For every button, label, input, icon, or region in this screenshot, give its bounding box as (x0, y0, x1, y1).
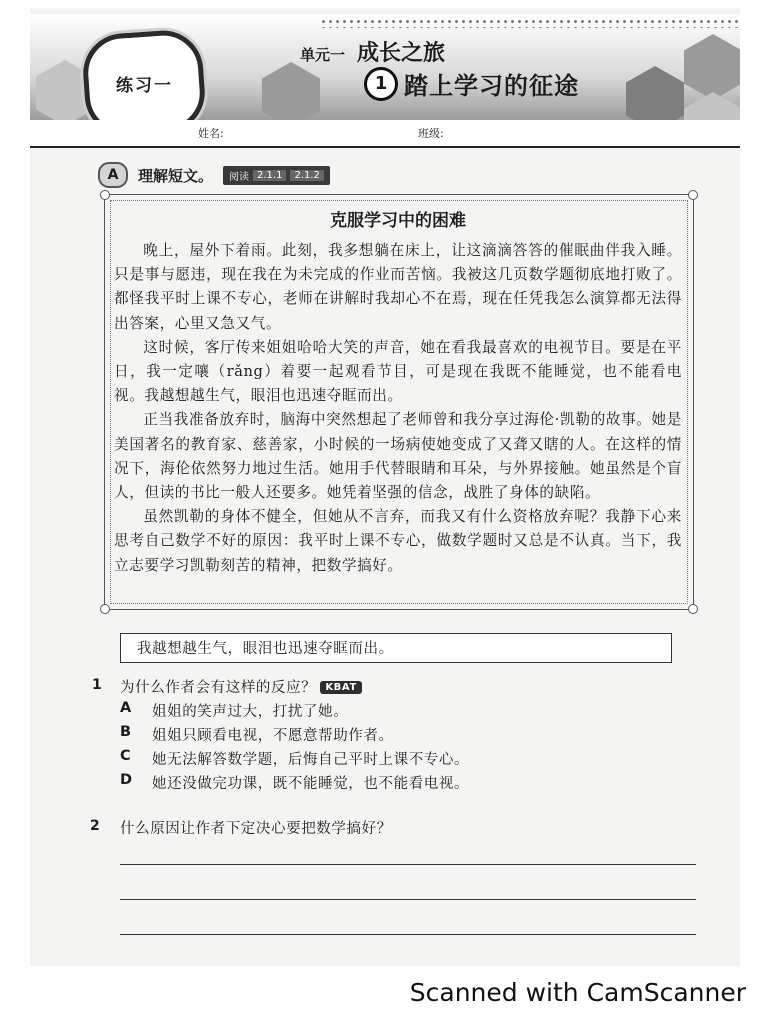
frame-corner (688, 190, 698, 200)
hexagon-decoration (262, 62, 320, 120)
option-text: 姐姐只顾看电视，不愿意帮助作者。 (152, 728, 394, 744)
section-letter-badge: A (98, 162, 128, 188)
kbat-badge: KBAT (320, 681, 362, 694)
option-letter: A (120, 700, 132, 716)
passage-paragraph: 虽然凯勒的身体不健全，但她从不言弃，而我又有什么资格放弃呢？我静下心来思考自己数学不好的原因：我平时上课不专心，做数学题时又总是不认真。当下，我立志要学习凯勒刻苦的精神，把数学搞好。 (114, 508, 682, 574)
option-text: 姐姐的笑声过大，打扰了她。 (152, 704, 349, 720)
lesson-heading (364, 66, 579, 101)
question-text: 为什么作者会有这样的反应？ (120, 680, 317, 696)
option-b[interactable] (120, 724, 394, 745)
passage-paragraph: 这时候，客厅传来姐姐哈哈大笑的声音，她在看我最喜欢的电视节目。要是在平日，我一定嚷（rǎng）着要一起观看节目，可是现在我既不能睡觉，也不能看电视。我越想越生气，眼泪也迅速夺眶而出。 (114, 338, 682, 405)
hexagon-decoration (684, 92, 740, 120)
quoted-sentence-box: 我越想越生气，眼泪也迅速夺眶而出。 (120, 633, 672, 663)
question-2: 什么原因让作者下定决心要把数学搞好？ (120, 821, 392, 837)
dot-pattern (320, 18, 740, 28)
reading-standard-tag (223, 166, 330, 185)
section-a-heading (98, 162, 330, 188)
passage-paragraph: 晚上，屋外下着雨。此刻，我多想躺在床上，让这滴滴答答的催眠曲伴我入睡。只是事与愿违，现在我在为未完成的作业而苦恼。我被这几页数学题彻底地打败了。都怪我平时上课不专心，老师在讲解时我却心不在焉，现在任凭我怎么演算都无法得出答案，心里又急又气。 (114, 242, 682, 332)
standard-code: 2.1.1 (253, 170, 286, 181)
class-label: 班级: (418, 127, 444, 140)
frame-corner (100, 604, 110, 614)
frame-corner (100, 190, 110, 200)
question-number: 2 (90, 818, 100, 834)
lesson-title: 踏上学习的征途 (404, 72, 579, 100)
passage-paragraph: 正当我准备放弃时，脑海中突然想起了老师曾和我分享过海伦·凯勒的故事。她是美国著名的教育家、慈善家，小时候的一场病使她变成了又聋又瞎的人。在这样的情况下，海伦依然努力地过生活。她用手代替眼睛和耳朵，与外界接触。她虽然是个盲人，但读的书比一般人还要多。她凭着坚强的信念，战胜了身体的缺陷。 (114, 411, 682, 502)
option-letter: B (120, 724, 132, 740)
passage-title: 克服学习中的困难 (330, 211, 466, 231)
question-number: 1 (92, 677, 102, 693)
name-class-row (30, 120, 740, 148)
scanner-watermark: Scanned with CamScanner (409, 978, 746, 1007)
option-a[interactable] (120, 700, 348, 721)
answer-line[interactable] (120, 899, 696, 900)
reading-passage (114, 206, 682, 578)
lesson-number: 1 (364, 67, 398, 101)
option-text: 她还没做完功课，既不能睡觉，也不能看电视。 (152, 776, 470, 792)
answer-line[interactable] (120, 864, 696, 865)
unit-heading (300, 36, 445, 67)
standard-code: 2.1.2 (290, 170, 323, 181)
reading-tag-label: 阅读 (229, 171, 250, 183)
unit-label: 单元一 (300, 46, 346, 64)
question-1 (120, 676, 362, 697)
hexagon-decoration (626, 66, 684, 120)
unit-title: 成长之旅 (357, 41, 446, 66)
answer-line[interactable] (120, 934, 696, 935)
option-c[interactable] (120, 748, 469, 769)
name-label: 姓名: (198, 127, 224, 140)
option-d[interactable] (120, 772, 469, 793)
hexagon-decoration (684, 34, 740, 100)
frame-corner (688, 604, 698, 614)
exercise-label: 练习一 (115, 75, 173, 96)
option-letter: D (120, 772, 133, 788)
section-instruction: 理解短文。 (138, 166, 214, 185)
option-text: 她无法解答数学题，后悔自己平时上课不专心。 (152, 752, 470, 768)
option-letter: C (120, 748, 132, 764)
